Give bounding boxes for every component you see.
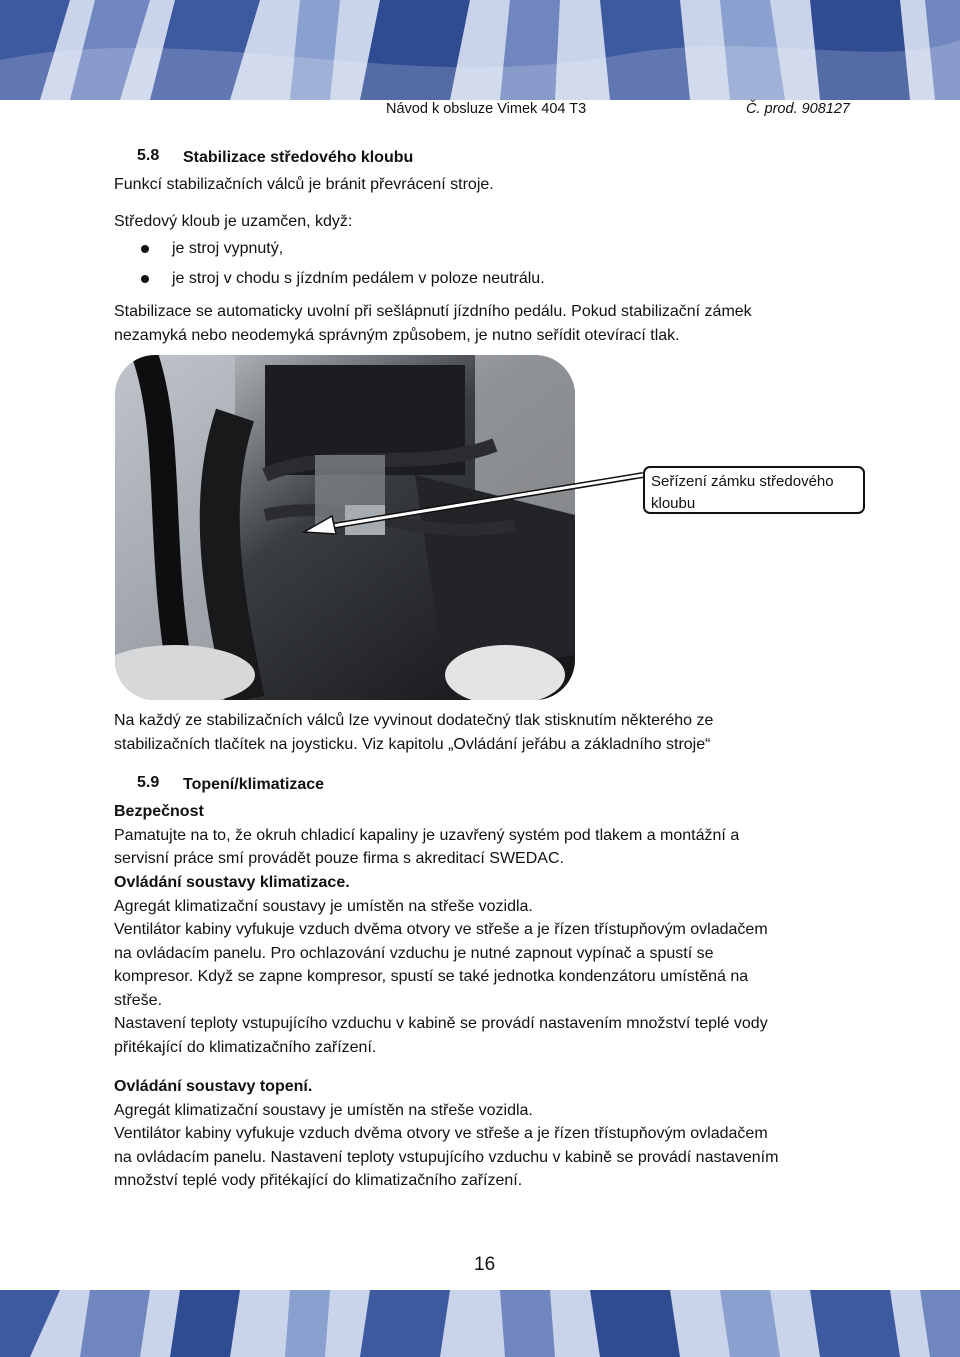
paragraph: Středový kloub je uzamčen, když: — [114, 213, 353, 230]
paragraph: nezamyká nebo neodemyká správným způsobem, je nutno seřídit otevírací tlak. — [114, 327, 680, 344]
paragraph: Agregát klimatizační soustavy je umístěn na střeše vozidla. — [114, 1102, 533, 1119]
header-document-title: Návod k obsluze Vimek 404 T3 — [386, 101, 587, 117]
paragraph: Funkcí stabilizačních válců je bránit převrácení stroje. — [114, 176, 494, 193]
paragraph: kompresor. Když se zapne kompresor, spustí se také jednotka kondenzátoru umístěná na — [114, 968, 749, 985]
callout-label — [643, 466, 865, 514]
paragraph: na ovládacím panelu. Pro ochlazování vzduchu je nutné zapnout vypínač a spustí se — [114, 945, 714, 962]
paragraph: množství teplé vody přitékající do klimatizačního zařízení. — [114, 1172, 523, 1189]
subheading: Bezpečnost — [114, 803, 204, 820]
paragraph: servisní práce smí provádět pouze firma s akreditací SWEDAC. — [114, 850, 564, 867]
paragraph: Ventilátor kabiny vyfukuje vzduch dvěma otvory ve střeše a je řízen třístupňovým ovladačem — [114, 921, 768, 938]
header-product-number: Č. prod. 908127 — [746, 101, 850, 117]
paragraph: střeše. — [114, 992, 163, 1009]
paragraph: Agregát klimatizační soustavy je umístěn na střeše vozidla. — [114, 898, 533, 915]
paragraph: stabilizačních tlačítek na joysticku. Viz kapitolu „Ovládání jeřábu a základního stroje“ — [114, 736, 711, 753]
subheading: Ovládání soustavy topení. — [114, 1078, 313, 1095]
list-item: je stroj v chodu s jízdním pedálem v poloze neutrálu. — [172, 270, 545, 287]
callout-text: Seřízení zámku středového — [651, 473, 834, 490]
bullet-icon — [141, 245, 149, 253]
section-title: Stabilizace středového kloubu — [183, 149, 414, 166]
paragraph: Nastavení teploty vstupujícího vzduchu v kabině se provádí nastavením množství teplé vody — [114, 1015, 768, 1032]
callout-arrow — [300, 470, 650, 540]
bullet-icon — [141, 275, 149, 283]
bottom-decorative-band — [0, 1290, 960, 1357]
paragraph: Stabilizace se automaticky uvolní při sešlápnutí jízdního pedálu. Pokud stabilizační zámek — [114, 303, 752, 320]
paragraph: Ventilátor kabiny vyfukuje vzduch dvěma otvory ve střeše a je řízen třístupňovým ovladačem — [114, 1125, 768, 1142]
page-number: 16 — [474, 1254, 496, 1275]
section-title: Topení/klimatizace — [183, 776, 325, 793]
callout-text: kloubu — [651, 495, 696, 512]
subheading: Ovládání soustavy klimatizace. — [114, 874, 350, 891]
section-number: 5.9 — [137, 774, 160, 791]
paragraph: Na každý ze stabilizačních válců lze vyvinout dodatečný tlak stisknutím některého ze — [114, 712, 714, 729]
paragraph: na ovládacím panelu. Nastavení teploty vstupujícího vzduchu v kabině se provádí nastavením — [114, 1149, 779, 1166]
list-item: je stroj vypnutý, — [172, 240, 284, 257]
top-decorative-band — [0, 0, 960, 100]
paragraph: Pamatujte na to, že okruh chladicí kapaliny je uzavřený systém pod tlakem a montážní a — [114, 827, 740, 844]
section-number: 5.8 — [137, 147, 160, 164]
paragraph: přitékající do klimatizačního zařízení. — [114, 1039, 377, 1056]
